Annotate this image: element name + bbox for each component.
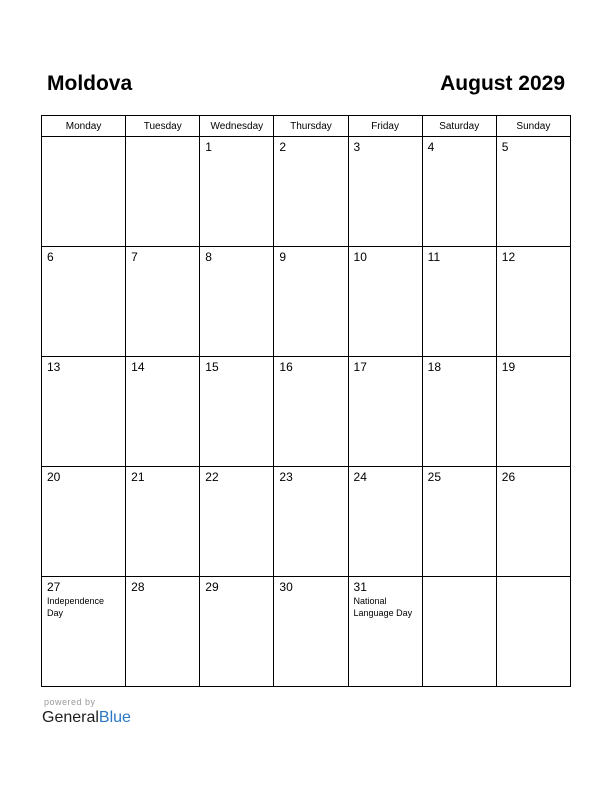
day-cell bbox=[42, 247, 126, 357]
weekday-header-row bbox=[42, 116, 571, 137]
day-number: 6 bbox=[47, 250, 54, 264]
day-cell bbox=[200, 357, 274, 467]
day-number: 2 bbox=[279, 140, 287, 154]
month-year-title: August 2029 bbox=[440, 72, 565, 95]
day-cell bbox=[422, 247, 496, 357]
day-number: 28 bbox=[131, 580, 145, 594]
day-cell bbox=[274, 247, 348, 357]
week-row bbox=[42, 357, 571, 467]
week-row bbox=[42, 247, 571, 357]
day-number: 22 bbox=[205, 470, 219, 484]
country-title: Moldova bbox=[47, 72, 133, 95]
day-number: 11 bbox=[427, 250, 441, 264]
day-number: 18 bbox=[427, 360, 442, 374]
day-cell bbox=[42, 577, 126, 687]
calendar-grid bbox=[41, 115, 571, 687]
logo-text-general: General bbox=[42, 709, 99, 726]
day-cell bbox=[348, 137, 422, 247]
day-cell bbox=[496, 247, 570, 357]
day-number bbox=[497, 577, 570, 580]
weekday-header-friday: Friday bbox=[348, 116, 422, 137]
day-cell bbox=[126, 577, 200, 687]
weekday-header-saturday: Saturday bbox=[422, 116, 496, 137]
day-number: 27 bbox=[47, 580, 61, 594]
day-cell bbox=[274, 357, 348, 467]
day-cell bbox=[496, 577, 570, 687]
day-cell bbox=[42, 467, 126, 577]
day-cell bbox=[126, 467, 200, 577]
day-number: 26 bbox=[501, 470, 516, 484]
week-row bbox=[42, 137, 571, 247]
day-number: 7 bbox=[131, 250, 138, 264]
day-cell bbox=[348, 247, 422, 357]
weekday-header-thursday: Thursday bbox=[274, 116, 348, 137]
day-number: 17 bbox=[353, 360, 367, 374]
day-number: 3 bbox=[353, 140, 361, 154]
weekday-header-monday: Monday bbox=[42, 116, 126, 137]
day-number: 30 bbox=[279, 580, 293, 594]
day-cell bbox=[348, 357, 422, 467]
day-number: 4 bbox=[427, 140, 435, 154]
holiday-label: Independence Day bbox=[47, 596, 105, 618]
day-cell bbox=[200, 137, 274, 247]
day-number: 10 bbox=[353, 250, 367, 264]
day-number: 9 bbox=[279, 250, 287, 264]
day-cell bbox=[274, 137, 348, 247]
day-number: 20 bbox=[47, 470, 61, 484]
day-number: 5 bbox=[501, 140, 509, 154]
weekday-header-sunday: Sunday bbox=[496, 116, 570, 137]
day-number: 15 bbox=[205, 360, 219, 374]
day-number: 31 bbox=[353, 580, 367, 594]
day-number: 24 bbox=[353, 470, 367, 484]
day-number bbox=[42, 137, 125, 140]
day-number: 12 bbox=[501, 250, 516, 264]
weekday-header-wednesday: Wednesday bbox=[200, 116, 274, 137]
holiday-label: National Language Day bbox=[353, 596, 413, 618]
powered-by-label: powered by bbox=[44, 697, 96, 707]
day-number: 8 bbox=[205, 250, 212, 264]
day-cell bbox=[200, 467, 274, 577]
day-cell bbox=[348, 577, 422, 687]
day-number: 19 bbox=[501, 360, 516, 374]
logo-text-blue: Blue bbox=[98, 709, 131, 726]
day-cell bbox=[126, 247, 200, 357]
day-number: 14 bbox=[131, 360, 145, 374]
day-cell bbox=[422, 357, 496, 467]
day-number: 13 bbox=[47, 360, 61, 374]
day-cell bbox=[126, 137, 200, 247]
day-cell bbox=[42, 137, 126, 247]
day-number: 16 bbox=[279, 360, 293, 374]
day-cell bbox=[422, 137, 496, 247]
week-row bbox=[42, 467, 571, 577]
day-cell bbox=[274, 467, 348, 577]
day-cell bbox=[274, 577, 348, 687]
day-number: 25 bbox=[427, 470, 442, 484]
generalblue-logo bbox=[42, 708, 131, 728]
weekday-header-tuesday: Tuesday bbox=[126, 116, 200, 137]
day-cell bbox=[42, 357, 126, 467]
day-cell bbox=[496, 467, 570, 577]
day-cell bbox=[422, 577, 496, 687]
day-number: 23 bbox=[279, 470, 293, 484]
calendar-body bbox=[42, 137, 571, 687]
day-number bbox=[126, 137, 199, 140]
day-number: 29 bbox=[205, 580, 219, 594]
day-cell bbox=[126, 357, 200, 467]
day-cell bbox=[348, 467, 422, 577]
day-cell bbox=[496, 137, 570, 247]
day-cell bbox=[200, 577, 274, 687]
day-cell bbox=[200, 247, 274, 357]
day-cell bbox=[496, 357, 570, 467]
day-number: 21 bbox=[131, 470, 145, 484]
day-number bbox=[423, 577, 496, 580]
week-row bbox=[42, 577, 571, 687]
day-cell bbox=[422, 467, 496, 577]
day-number: 1 bbox=[205, 140, 212, 154]
